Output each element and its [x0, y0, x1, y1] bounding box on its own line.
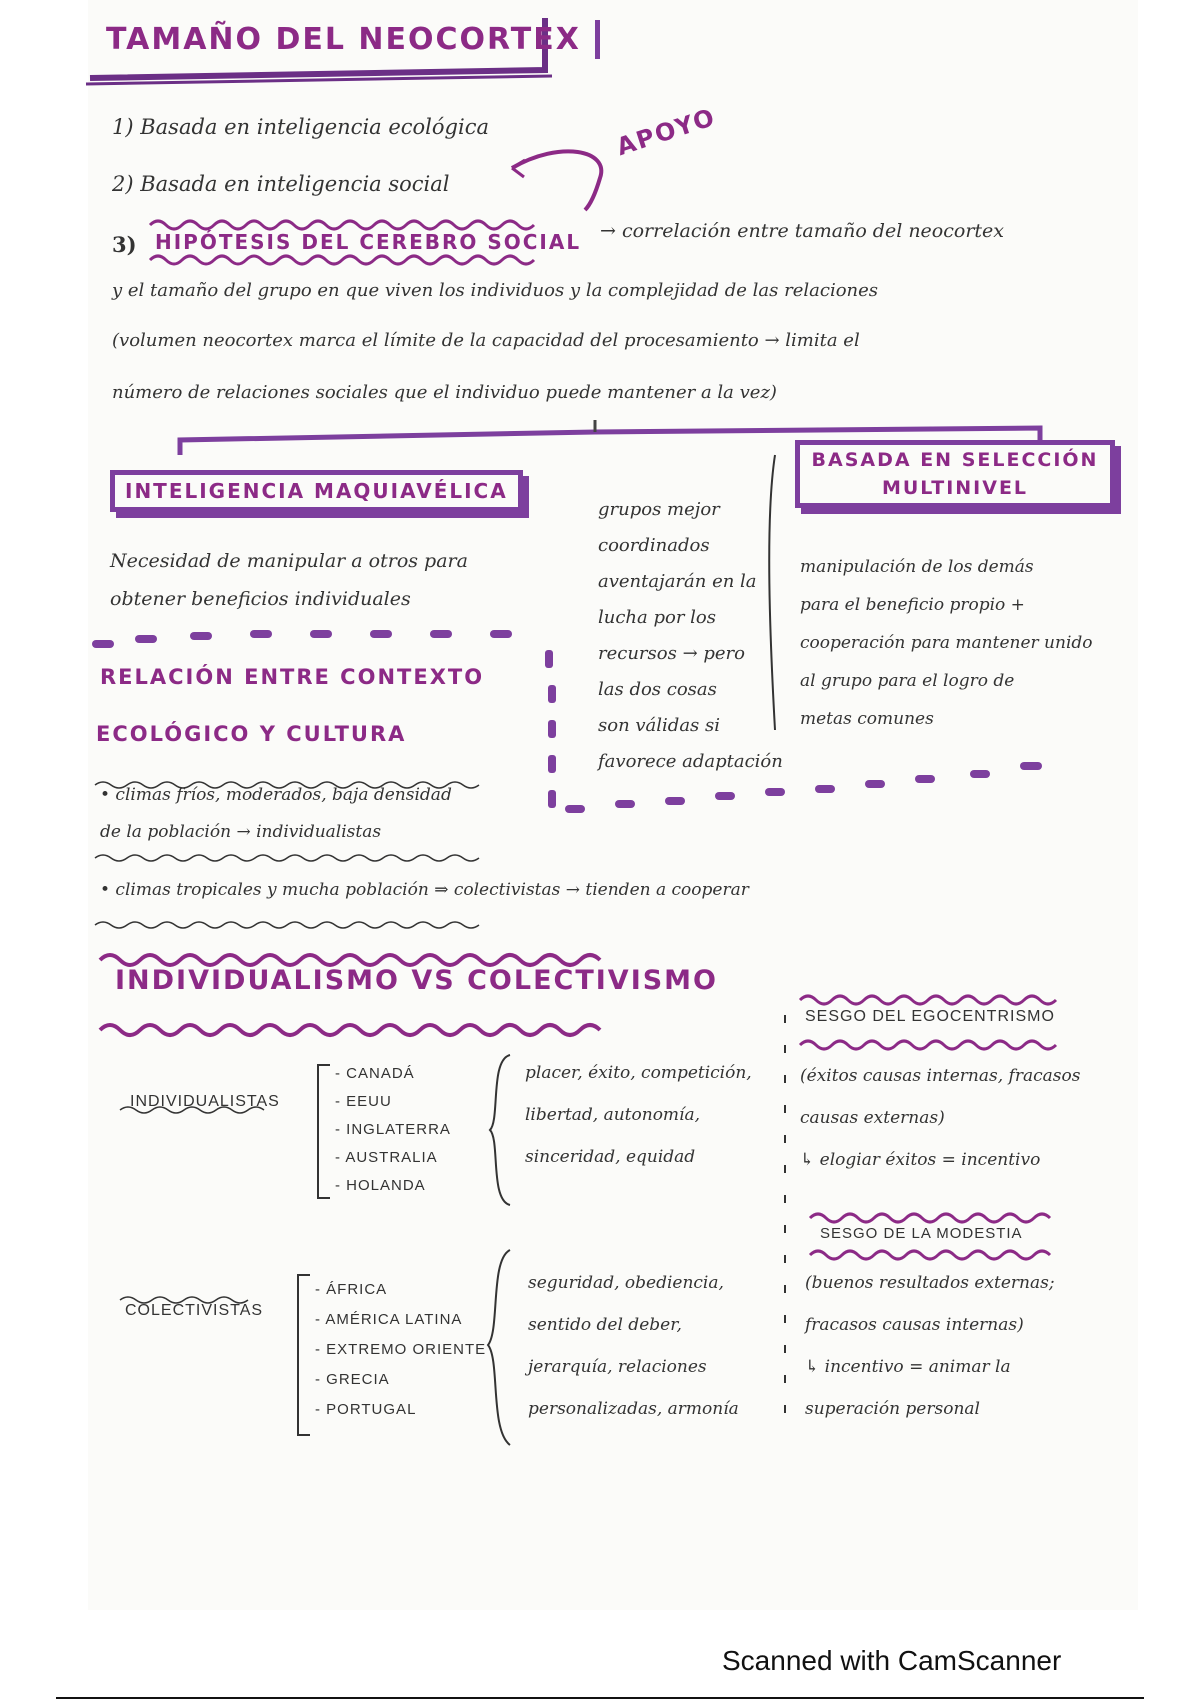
middle-line: favorece adaptación — [598, 751, 783, 772]
multinivel-line: cooperación para mantener unido — [800, 633, 1093, 653]
ecology-line-2: de la población → individualistas — [100, 822, 382, 842]
middle-line: coordinados — [598, 535, 710, 556]
middle-line: son válidas si — [598, 715, 721, 736]
modestia-line: ↳ incentivo = animar la — [805, 1357, 1011, 1377]
multinivel-line: al grupo para el logro de — [800, 671, 1015, 691]
hypothesis-1: 1) Basada en inteligencia ecológica — [112, 115, 489, 139]
country-item: - INGLATERRA — [335, 1121, 451, 1138]
apoyo-label: APOYO — [613, 102, 720, 162]
country-item: - AMÉRICA LATINA — [315, 1311, 463, 1328]
country-item: - HOLANDA — [335, 1177, 426, 1194]
machiavelli-line-2: obtener beneficios individuales — [110, 588, 411, 610]
country-item: - AUSTRALIA — [335, 1149, 438, 1166]
value-line: sentido del deber, — [528, 1315, 682, 1335]
value-line: jerarquía, relaciones — [528, 1357, 707, 1377]
multinivel-line: para el beneficio propio + — [800, 595, 1025, 615]
egocentrismo-text — [800, 1055, 1080, 1181]
machiavelli-box — [110, 470, 523, 512]
multinivel-title-1: BASADA EN SELECCIÓN — [811, 449, 1099, 471]
modestia-text — [805, 1262, 1055, 1430]
egocentrismo-line: causas externas) — [800, 1108, 945, 1128]
multinivel-box — [795, 440, 1115, 508]
hypothesis-3-title: HIPÓTESIS DEL CEREBRO SOCIAL — [155, 230, 582, 254]
value-line: sinceridad, equidad — [525, 1147, 696, 1167]
country-item: - ÁFRICA — [315, 1281, 388, 1298]
hypothesis-3-rest: → correlación entre tamaño del neocortex — [600, 220, 1004, 242]
individualistas-label: INDIVIDUALISTAS — [130, 1093, 280, 1110]
multinivel-line: manipulación de los demás — [800, 557, 1034, 577]
hypothesis-2: 2) Basada en inteligencia social — [112, 172, 450, 196]
page-title-box — [92, 20, 600, 59]
multinivel-title-2: MULTINIVEL — [881, 477, 1029, 499]
page-title: TAMAÑO DEL NEOCORTEX — [106, 22, 581, 57]
value-line: personalizadas, armonía — [528, 1399, 739, 1419]
modestia-line: superación personal — [805, 1399, 980, 1419]
middle-line: lucha por los — [598, 607, 716, 628]
ecology-line-3: • climas tropicales y mucha población ⇒ colectivistas → tienden a cooperar — [100, 880, 749, 900]
country-item: - EXTREMO ORIENTE — [315, 1341, 487, 1358]
machiavelli-title: INTELIGENCIA MAQUIAVÉLICA — [125, 479, 508, 503]
country-item: - CANADÁ — [335, 1065, 415, 1082]
ivc-title: INDIVIDUALISMO VS COLECTIVISMO — [115, 965, 719, 996]
individualistas-countries — [335, 1060, 451, 1200]
modestia-line: fracasos causas internas) — [805, 1315, 1024, 1335]
egocentrismo-line: ↳ elogiar éxitos = incentivo — [800, 1150, 1041, 1170]
middle-line: recursos → pero — [598, 643, 745, 664]
country-item: - EEUU — [335, 1093, 392, 1110]
multinivel-line: metas comunes — [800, 709, 934, 729]
scanner-watermark: Scanned with CamScanner — [722, 1645, 1062, 1676]
ecology-title-1: RELACIÓN ENTRE CONTEXTO — [100, 665, 485, 689]
modestia-line: (buenos resultados externas; — [805, 1273, 1055, 1293]
colectivistas-label: COLECTIVISTAS — [125, 1302, 264, 1319]
hypothesis-3-line-2: y el tamaño del grupo en que viven los individuos y la complejidad de las relaciones — [112, 280, 879, 301]
ecology-line-1: • climas fríos, moderados, baja densidad — [100, 785, 452, 805]
hypothesis-3-line-3: (volumen neocortex marca el límite de la capacidad del procesamiento → limita el — [112, 330, 860, 351]
machiavelli-line-1: Necesidad de manipular a otros para — [110, 550, 468, 572]
colectivistas-countries — [315, 1275, 486, 1425]
colectivistas-values — [528, 1262, 739, 1430]
country-item: - PORTUGAL — [315, 1401, 417, 1418]
hypothesis-3-line-4: número de relaciones sociales que el individuo puede mantener a la vez) — [112, 382, 777, 403]
hypothesis-3-num: 3) — [112, 232, 137, 257]
middle-line: aventajarán en la — [598, 571, 757, 592]
individualistas-values — [525, 1052, 752, 1178]
value-line: libertad, autonomía, — [525, 1105, 701, 1125]
modestia-title: SESGO DE LA MODESTIA — [820, 1225, 1023, 1242]
value-line: seguridad, obediencia, — [528, 1273, 724, 1293]
middle-column — [598, 492, 783, 780]
egocentrismo-title: SESGO DEL EGOCENTRISMO — [805, 1008, 1055, 1025]
middle-line: grupos mejor — [598, 499, 720, 520]
footer-divider — [56, 1697, 1144, 1699]
value-line: placer, éxito, competición, — [525, 1063, 752, 1083]
middle-line: las dos cosas — [598, 679, 717, 700]
egocentrismo-line: (éxitos causas internas, fracasos — [800, 1066, 1081, 1086]
country-item: - GRECIA — [315, 1371, 390, 1388]
ecology-title-2: ECOLÓGICO Y CULTURA — [96, 722, 407, 746]
multinivel-text — [800, 548, 1093, 738]
